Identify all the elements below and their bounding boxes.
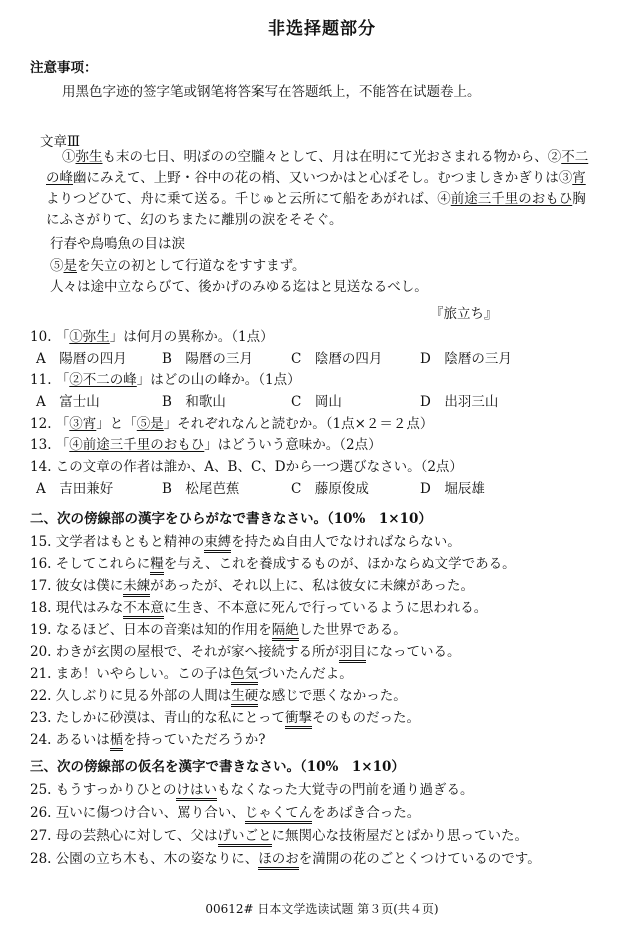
underlined-term: 生硬: [231, 688, 258, 707]
option-11-d: D 出羽三山: [420, 394, 499, 410]
underlined-term: 前途三千里のおもひ: [450, 191, 573, 207]
notes-text: 用黑色字迹的签字笔或钢笔将答案写在答题纸上，不能答在试题卷上。: [62, 84, 481, 100]
question-19: 19. なるほど、日本の音楽は知的作用を隔絶した世界である。: [30, 618, 407, 638]
option-10-d: D 陰暦の三月: [420, 351, 512, 367]
underlined-term: 未練: [123, 578, 150, 597]
question-11: 11. 「②不二の峰」はどの山の峰か。（1点）: [30, 372, 301, 388]
passage-line-3: [46, 193, 586, 207]
passage-line-1: [62, 151, 588, 165]
underlined-term: 隔絶: [272, 622, 299, 641]
question-15: 15. 文学者はもともと精神の束縛を持たぬ自由人でなければならない。: [30, 530, 461, 550]
option-10-b: B 陽暦の三月: [162, 351, 253, 367]
passage-line-4: [46, 214, 342, 228]
passage-text: を矢立の初として行道なをすすまず。: [77, 258, 306, 274]
option-11-a: A 富士山: [36, 394, 100, 410]
question-18: 18. 現代はみな不本意に生き、不本意に死んで行っているように思われる。: [30, 596, 487, 616]
underlined-term: 束縛: [204, 534, 231, 553]
underlined-term: 羽目: [339, 644, 366, 663]
question-12: 12. 「③宵」と「⑤是」それぞれなんと読むか。（1点×２＝２点）: [30, 416, 434, 432]
option-11-b: B 和歌山: [162, 394, 226, 410]
question-20: 20. わきが玄関の屋根で、それが家へ接続する所が羽目になっている。: [30, 640, 461, 660]
underlined-term: ②不二の峰: [69, 372, 137, 388]
question-14: 14. この文章の作者は誰か、A、B、C、Dから一つ選びなさい。（2点）: [30, 459, 463, 475]
passage-text: ⑤: [50, 258, 64, 274]
option-10-a: A 陽暦の四月: [36, 351, 127, 367]
underlined-term: の峰: [46, 170, 73, 186]
question-27: 27. 母の芸熱心に対して、父はげいごとに無関心な技術屋だとばかり思っていた。: [30, 824, 528, 844]
question-23: 23. たしかに砂漠は、青山的な私にとって衝撃そのものだった。: [30, 706, 420, 726]
underlined-term: ⑤是: [136, 416, 164, 432]
underlined-term: 是: [63, 258, 77, 274]
question-25: 25. もうすっかりひとのけはいもなくなった大覚寺の門前を通り過ぎる。: [30, 778, 473, 798]
underlined-term: 衝撃: [285, 710, 312, 729]
passage-text: 人々は途中立ならびて、後かげのみゆる迄はと見送なるべし。: [50, 279, 428, 295]
question-22: 22. 久しぶりに見る外部の人間は生硬な感じで悪くなかった。: [30, 684, 407, 704]
section-2-heading: 二、次の傍線部の漢字をひらがなで書きなさい。（10% 1×10）: [30, 511, 432, 527]
passage-line-6: [50, 260, 306, 274]
underlined-term: ①弥生: [69, 329, 110, 345]
underlined-term: 楯: [110, 732, 124, 751]
passage-text: 行春や鳥鳴魚の目は涙: [50, 236, 185, 252]
question-21: 21. まあ！いやらしい。この子は色気づいたんだよ。: [30, 662, 353, 682]
passage-line-5: [50, 238, 185, 252]
underlined-term: 宵: [572, 170, 586, 186]
underlined-term: 色気: [231, 666, 258, 685]
question-16: 16. そしてこれらに糧を与え、これを養成するものが、ほかならぬ文学である。: [30, 552, 516, 572]
underlined-term: けはい: [176, 782, 217, 801]
underlined-term: 不二: [561, 149, 589, 165]
underlined-term: じゃくてん: [245, 805, 313, 824]
underlined-term: ④前途三千里のおもひ: [69, 437, 205, 453]
passage-text: 幽にみえて、上野・谷中の花の梢、又いつかはと心ぼそし。むつましきかぎりは③: [73, 170, 573, 186]
passage-source: 『旅立ち』: [430, 306, 498, 322]
question-17: 17. 彼女は僕に未練があったが、それ以上に、私は彼女に未練があった。: [30, 574, 474, 594]
option-14-d: D 堀辰雄: [420, 481, 485, 497]
passage-text: 胸: [572, 191, 586, 207]
passage-text: ①: [62, 149, 76, 165]
passage-text: よりつどひて、舟に乗て送る。千じゅと云所にて船をあがれば、④: [46, 191, 451, 207]
question-28: 28. 公園の立ち木も、木の姿なりに、ほのおを満開の花のごとくつけているのです。: [30, 847, 541, 867]
passage-line-2: [46, 172, 586, 186]
page-footer: 00612# 日本文学选读试题 第３页(共４页): [205, 902, 439, 916]
option-11-c: C 岡山: [291, 394, 342, 410]
passage-text: も末の七日、明ぼのの空朧々として、月は在明にて光おさまれる物から、②: [102, 149, 562, 165]
passage-line-7: [50, 281, 428, 295]
underlined-term: 糧: [150, 556, 164, 575]
passage-label: 文章Ⅲ: [40, 134, 81, 150]
question-24: 24. あるいは楯を持っていただろうか?: [30, 728, 266, 748]
notes-heading: 注意事项：: [30, 60, 98, 76]
option-14-c: C 藤原俊成: [291, 481, 369, 497]
underlined-term: げいごと: [218, 828, 272, 847]
section-3-heading: 三、次の傍線部の仮名を漢字で書きなさい。（10% 1×10）: [30, 759, 405, 775]
underlined-term: ③宵: [69, 416, 97, 432]
underlined-term: 不本意: [123, 600, 164, 619]
underlined-term: ほのお: [258, 851, 299, 870]
question-26: 26. 互いに傷つけ合い、罵り合い、じゃくてんをあばき合った。: [30, 801, 420, 821]
passage-text: にふさがりて、幻のちまたに離別の涙をそそぐ。: [46, 212, 343, 228]
option-14-a: A 吉田兼好: [36, 481, 114, 497]
page-title: 非选择题部分: [268, 19, 376, 39]
question-13: 13. 「④前途三千里のおもひ」はどういう意味か。（2点）: [30, 437, 382, 453]
option-10-c: C 陰暦の四月: [291, 351, 383, 367]
underlined-term: 弥生: [75, 149, 103, 165]
question-10: 10. 「①弥生」は何月の異称か。（1点）: [30, 329, 274, 345]
option-14-b: B 松尾芭蕉: [162, 481, 240, 497]
